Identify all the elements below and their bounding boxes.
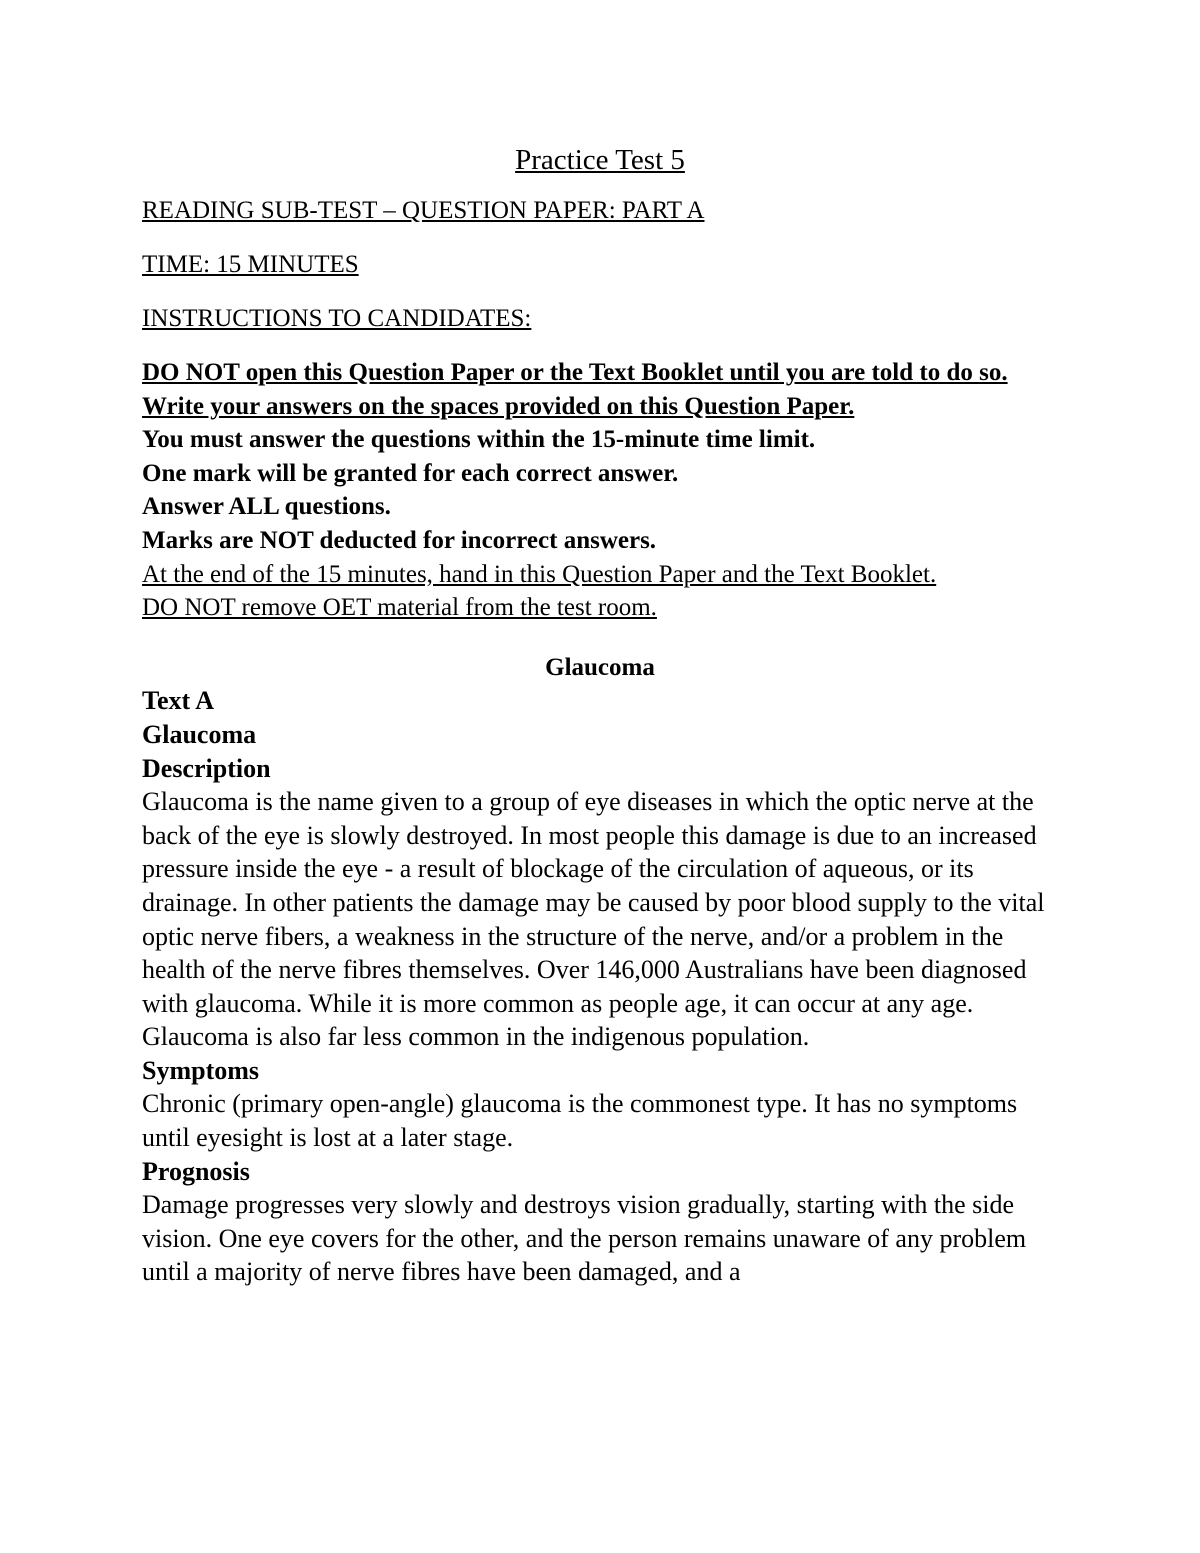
text-title: Glaucoma — [142, 719, 257, 749]
instruction-item: You must answer the questions within the 15-minute time limit. — [142, 426, 816, 454]
section-title: Glaucoma — [545, 653, 655, 681]
instructions-heading: INSTRUCTIONS TO CANDIDATES: — [142, 305, 532, 332]
instruction-item: One mark will be granted for each correct answer. — [142, 459, 679, 487]
prognosis-paragraph: Damage progresses very slowly and destroys vision gradually, starting with the side vision. One eye covers for the other, and the person remains unaware of any problem until a majority of nerve fibres have been damaged, and a — [142, 1190, 1027, 1287]
document-page — [142, 142, 1058, 1289]
symptoms-paragraph: Chronic (primary open-angle) glaucoma is the commonest type. It has no symptoms until eyesight is lost at a later stage. — [142, 1089, 1018, 1153]
instructions-list — [142, 356, 1058, 625]
symptoms-heading: Symptoms — [142, 1055, 260, 1085]
instruction-item: DO NOT remove OET material from the test room. — [142, 594, 657, 622]
instruction-item: Answer ALL questions. — [142, 493, 391, 521]
text-label: Text A — [142, 686, 214, 716]
time-heading: TIME: 15 MINUTES — [142, 251, 359, 278]
description-paragraph: Glaucoma is the name given to a group of eye diseases in which the optic nerve at the back of the eye is slowly destroyed. In most people this damage is due to an increased pressure inside the eye - a result of blockage of the circulation of aqueous, or its drainage. In other patients the damage may be caused by poor blood supply to the vital optic nerve fibers, a weakness in the structure of the nerve, and/or a problem in the health of the nerve fibres themselves. Over 146,000 Australians have been diagnosed with glaucoma. While it is more common as people age, it can occur at any age. Glaucoma is also far less common in the indigenous population. — [142, 787, 1045, 1052]
instruction-item: DO NOT open this Question Paper or the Text Booklet until you are told to do so. — [142, 359, 1008, 386]
instruction-item: Marks are NOT deducted for incorrect answers. — [142, 526, 657, 554]
prognosis-heading: Prognosis — [142, 1156, 250, 1186]
description-heading: Description — [142, 753, 271, 783]
subtest-heading: READING SUB-TEST – QUESTION PAPER: PART A — [142, 197, 705, 224]
document-title: Practice Test 5 — [515, 144, 685, 176]
instruction-item: Write your answers on the spaces provided on this Question Paper. — [142, 392, 855, 420]
instruction-item: At the end of the 15 minutes, hand in this Question Paper and the Text Booklet. — [142, 560, 937, 588]
